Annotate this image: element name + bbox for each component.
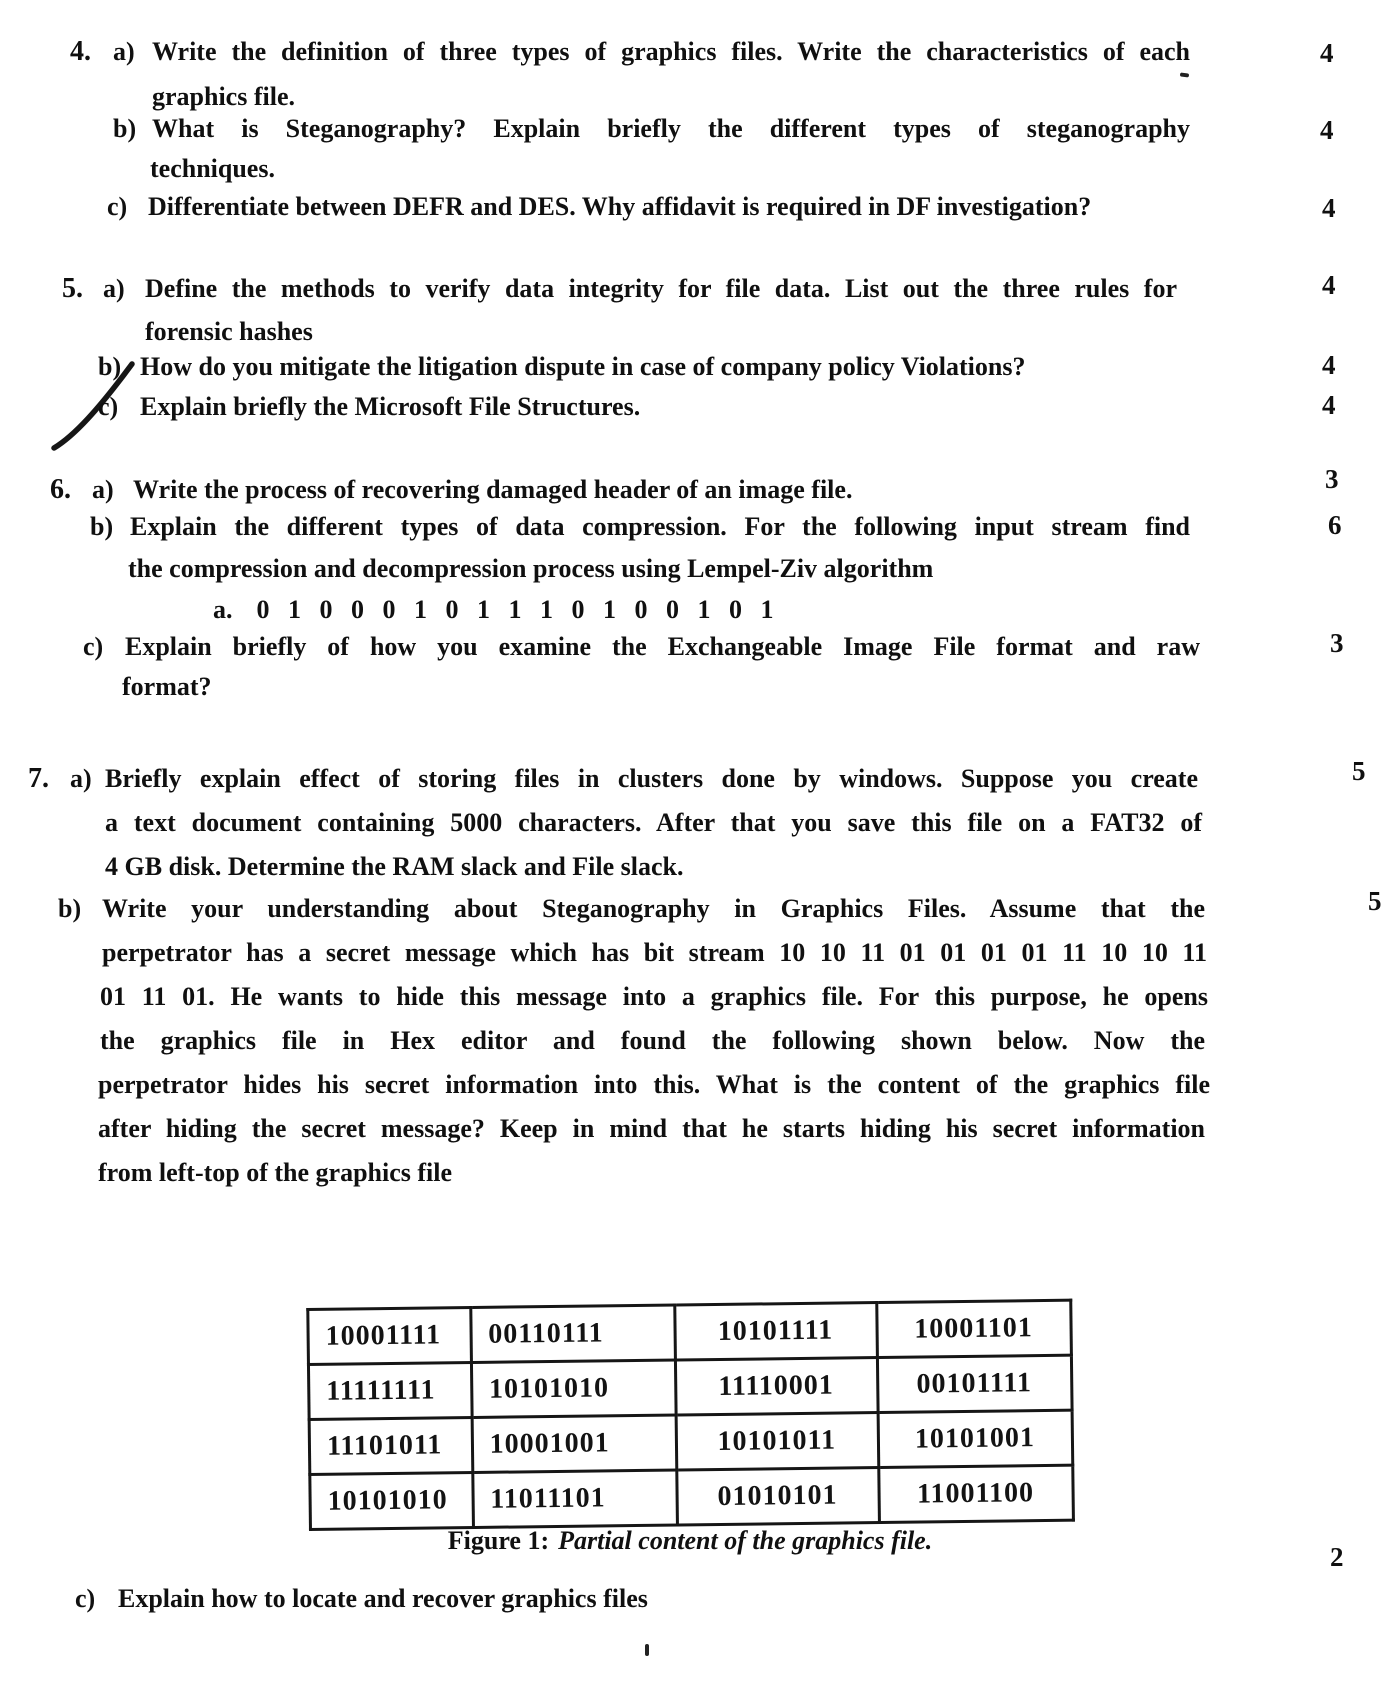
q5a-marks: 4 <box>1322 270 1336 300</box>
figure-caption <box>290 1526 1090 1556</box>
question-6-number: 6. <box>50 474 71 505</box>
table-cell: 10101011 <box>676 1413 879 1470</box>
table-cell: 11011101 <box>473 1470 678 1527</box>
q4c-line1: Differentiate between DEFR and DES. Why affidavit is required in DF investigation? <box>148 192 1092 221</box>
q4c-label: c) <box>107 192 128 221</box>
handwritten-check-mark <box>46 352 146 452</box>
q4a-label: a) <box>113 37 135 66</box>
table-cell: 10101010 <box>310 1472 473 1529</box>
table-cell: 10101111 <box>675 1303 878 1360</box>
q5a-label: a) <box>103 274 125 303</box>
q7b-line4: the graphics file in Hex editor and found the following shown below. Now the <box>100 1026 1205 1055</box>
q6b-label: b) <box>90 512 114 541</box>
q7a-line2: a text document containing 5000 characters. After that you save this file on a FAT32 of <box>105 808 1202 837</box>
q7b-marks: 5 <box>1368 886 1382 916</box>
table-cell: 10001001 <box>472 1415 677 1472</box>
table-cell: 00101111 <box>877 1355 1072 1412</box>
table-row <box>308 1300 1072 1364</box>
q7b-line1: Write your understanding about Steganography in Graphics Files. Assume that the <box>102 894 1205 923</box>
table-row <box>310 1465 1074 1529</box>
scan-speck <box>1180 72 1189 77</box>
q5b-line1: How do you mitigate the litigation dispute in case of company policy Violations? <box>140 352 1026 381</box>
q4b-label: b) <box>113 114 137 143</box>
q7c-label: c) <box>75 1584 96 1613</box>
q7b-label: b) <box>58 894 82 923</box>
q5b-marks: 4 <box>1322 350 1336 380</box>
scan-speck <box>645 1644 649 1656</box>
q7a-marks: 5 <box>1352 756 1366 786</box>
table-row <box>309 1410 1073 1474</box>
table-cell: 01010101 <box>677 1468 880 1525</box>
table-cell: 10001111 <box>308 1308 471 1365</box>
q6b-item-label: a. <box>213 595 233 624</box>
table-cell: 10101010 <box>471 1360 676 1417</box>
q7b-line3: 01 11 01. He wants to hide this message into a graphics file. For this purpose, he opens <box>100 982 1208 1011</box>
q4c-marks: 4 <box>1322 193 1336 223</box>
q6a-line1: Write the process of recovering damaged header of an image file. <box>133 475 853 504</box>
table-cell: 10001101 <box>877 1300 1072 1357</box>
question-4-number: 4. <box>70 36 91 67</box>
q7a-label: a) <box>70 764 92 793</box>
q4a-marks: 4 <box>1320 38 1334 68</box>
q6b-line2: the compression and decompression process using Lempel-Ziv algorithm <box>128 554 934 583</box>
table-cell: 11111111 <box>308 1363 471 1420</box>
table-cell: 11001100 <box>879 1465 1074 1522</box>
q5c-label: c) <box>98 392 119 421</box>
q5a-line1: Define the methods to verify data integrity for file data. List out the three rules for <box>145 274 1177 303</box>
q6a-label: a) <box>92 475 114 504</box>
q7c-line1: Explain how to locate and recover graphics files <box>118 1584 648 1613</box>
q5c-marks: 4 <box>1322 390 1336 420</box>
question-5-number: 5. <box>62 273 83 304</box>
table-cell: 00110111 <box>470 1305 675 1362</box>
q6c-line2: format? <box>122 672 212 701</box>
q5a-line2: forensic hashes <box>145 317 313 346</box>
q6a-marks: 3 <box>1325 464 1339 494</box>
q6c-label: c) <box>83 632 104 661</box>
table-cell: 11101011 <box>309 1418 472 1475</box>
q7b-line6: after hiding the secret message? Keep in mind that he starts hiding his secret information <box>98 1114 1205 1143</box>
table-cell: 11110001 <box>675 1358 878 1415</box>
q5c-line1: Explain briefly the Microsoft File Structures. <box>140 392 641 421</box>
q7b-line5: perpetrator hides his secret information into this. What is the content of the graphics file <box>98 1070 1210 1099</box>
q5b-label: b) <box>98 352 122 381</box>
q7b-line7: from left-top of the graphics file <box>98 1158 453 1187</box>
q6b-marks: 6 <box>1328 510 1342 540</box>
figure-caption-text: Partial content of the graphics file. <box>558 1526 933 1555</box>
figure-caption-label: Figure 1: <box>447 1526 550 1555</box>
q6c-marks: 3 <box>1330 628 1344 658</box>
table-row <box>308 1355 1072 1419</box>
question-7-number: 7. <box>28 763 49 794</box>
q7a-line1: Briefly explain effect of storing files in clusters done by windows. Suppose you create <box>105 764 1198 793</box>
q6b-item-bitstream: 0 1 0 0 0 1 0 1 1 1 0 1 0 0 1 0 1 <box>256 595 775 624</box>
q4a-line1: Write the definition of three types of graphics files. Write the characteristics of each <box>152 37 1190 66</box>
q4b-line1: What is Steganography? Explain briefly the different types of steganography <box>152 114 1190 143</box>
binary-table <box>306 1299 1075 1531</box>
q7b-line2: perpetrator has a secret message which has bit stream 10 10 11 01 01 01 01 11 10 10 11 <box>102 938 1207 967</box>
q4b-marks: 4 <box>1320 115 1334 145</box>
q6b-line1: Explain the different types of data compression. For the following input stream find <box>130 512 1190 541</box>
q6c-line1: Explain briefly of how you examine the Exchangeable Image File format and raw <box>125 632 1200 661</box>
q4b-line2: techniques. <box>150 154 275 183</box>
table-cell: 10101001 <box>878 1410 1073 1467</box>
q7c-marks: 2 <box>1330 1542 1344 1572</box>
q4a-line2: graphics file. <box>152 82 295 111</box>
q7a-line3: 4 GB disk. Determine the RAM slack and File slack. <box>105 852 684 881</box>
q6b-item <box>213 593 775 627</box>
